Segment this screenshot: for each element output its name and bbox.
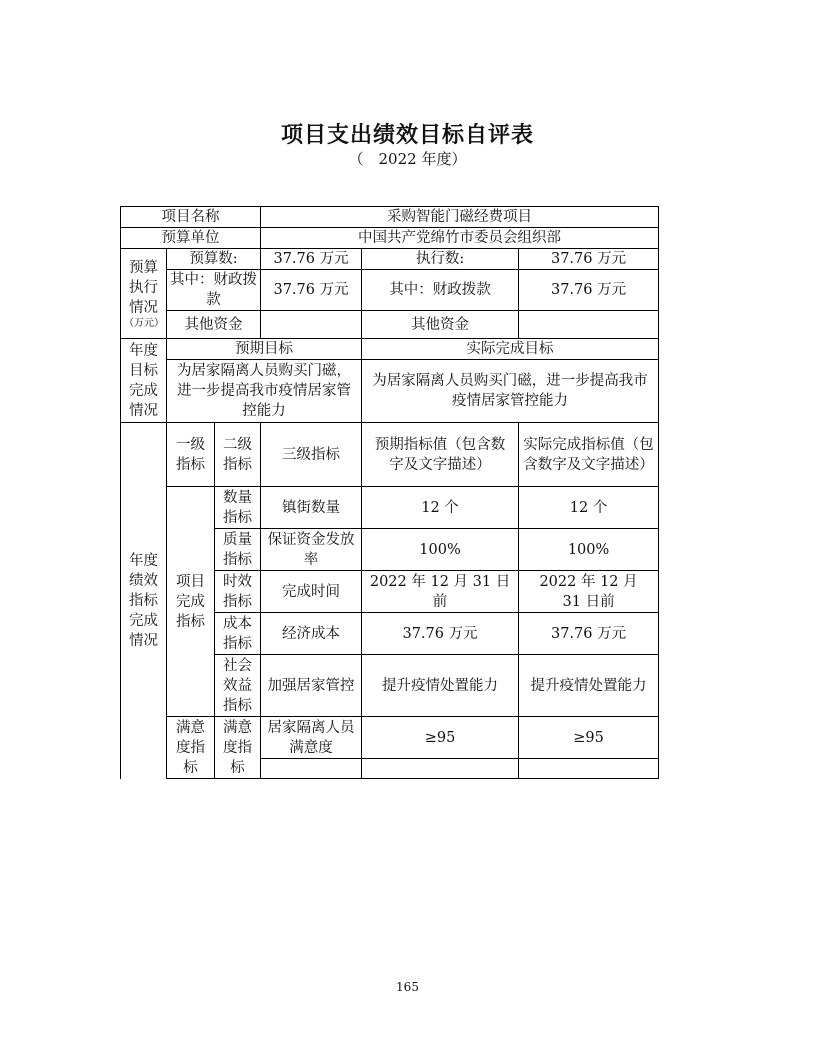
fiscal-value-1: 37.76 万元 <box>261 270 362 311</box>
indicator-level2: 成本指标 <box>215 613 261 655</box>
indicator-actual: 2022 年 12 月 31 日前 <box>519 571 659 613</box>
project-name-value: 采购智能门磁经费项目 <box>261 207 659 228</box>
budget-amount-value: 37.76 万元 <box>261 249 362 270</box>
indicator-expected: 12 个 <box>362 487 519 529</box>
other-funds-label-2: 其他资金 <box>362 311 519 339</box>
indicator-level3: 经济成本 <box>261 613 362 655</box>
satisfaction-level1: 满意度指标 <box>167 717 215 779</box>
indicator-level2: 数量指标 <box>215 487 261 529</box>
blank-level3 <box>261 759 362 779</box>
budget-exec-label-cell <box>121 249 167 339</box>
budget-unit-label: 预算单位 <box>121 228 261 249</box>
indicator-expected: 2022 年 12 月 31 日前 <box>362 571 519 613</box>
other-funds-value-1 <box>261 311 362 339</box>
satisfaction-expected: ≥95 <box>362 717 519 759</box>
other-funds-value-2 <box>519 311 659 339</box>
satisfaction-actual: ≥95 <box>519 717 659 759</box>
indicator-level3: 完成时间 <box>261 571 362 613</box>
header-level1: 一级指标 <box>167 423 215 487</box>
exec-amount-label: 执行数: <box>362 249 519 270</box>
self-evaluation-table <box>120 206 659 779</box>
satisfaction-level3: 居家隔离人员满意度 <box>261 717 362 759</box>
page-title: 项目支出绩效目标自评表 <box>280 123 534 148</box>
header-level3: 三级指标 <box>261 423 362 487</box>
indicator-level3: 加强居家管控 <box>261 655 362 717</box>
indicator-actual: 提升疫情处置能力 <box>519 655 659 717</box>
indicator-level3: 保证资金发放率 <box>261 529 362 571</box>
blank-actual <box>519 759 659 779</box>
year-line: （ 2022 年度） <box>348 150 467 168</box>
indicator-actual: 12 个 <box>519 487 659 529</box>
project-completion-label: 项目完成指标 <box>167 487 215 717</box>
table-row <box>121 487 659 529</box>
header-expected: 预期指标值（包含数字及文字描述） <box>362 423 519 487</box>
budget-exec-label: 预算执行情况 <box>129 260 158 316</box>
other-funds-label-1: 其他资金 <box>167 311 261 339</box>
exec-amount-value: 37.76 万元 <box>519 249 659 270</box>
page-number: 165 <box>396 980 419 994</box>
indicator-expected: 提升疫情处置能力 <box>362 655 519 717</box>
actual-goal-text: 为居家隔离人员购买门磁，进一步提高我市疫情居家管控能力 <box>362 360 659 423</box>
indicator-level2: 时效指标 <box>215 571 261 613</box>
annual-goal-label: 年度目标完成情况 <box>121 339 167 423</box>
performance-label: 年度绩效指标完成情况 <box>121 423 167 779</box>
indicator-expected: 37.76 万元 <box>362 613 519 655</box>
fiscal-label-1: 其中：财政拨款 <box>167 270 261 311</box>
indicator-actual: 100% <box>519 529 659 571</box>
header-actual: 实际完成指标值（包含数字及文字描述） <box>519 423 659 487</box>
fiscal-value-2: 37.76 万元 <box>519 270 659 311</box>
actual-goal-header: 实际完成目标 <box>362 339 659 360</box>
budget-exec-unit: （万元） <box>124 318 164 329</box>
budget-unit-value: 中国共产党绵竹市委员会组织部 <box>261 228 659 249</box>
satisfaction-level2: 满意度指标 <box>215 717 261 779</box>
header-level2: 二级指标 <box>215 423 261 487</box>
expected-goal-header: 预期目标 <box>167 339 362 360</box>
indicator-actual: 37.76 万元 <box>519 613 659 655</box>
indicator-expected: 100% <box>362 529 519 571</box>
budget-amount-label: 预算数: <box>167 249 261 270</box>
project-name-label: 项目名称 <box>121 207 261 228</box>
indicator-level2: 质量指标 <box>215 529 261 571</box>
indicator-level2: 社会效益指标 <box>215 655 261 717</box>
blank-expected <box>362 759 519 779</box>
table-row <box>121 717 659 759</box>
expected-goal-text: 为居家隔离人员购买门磁，进一步提高我市疫情居家管控能力 <box>167 360 362 423</box>
fiscal-label-2: 其中：财政拨款 <box>362 270 519 311</box>
indicator-level3: 镇街数量 <box>261 487 362 529</box>
